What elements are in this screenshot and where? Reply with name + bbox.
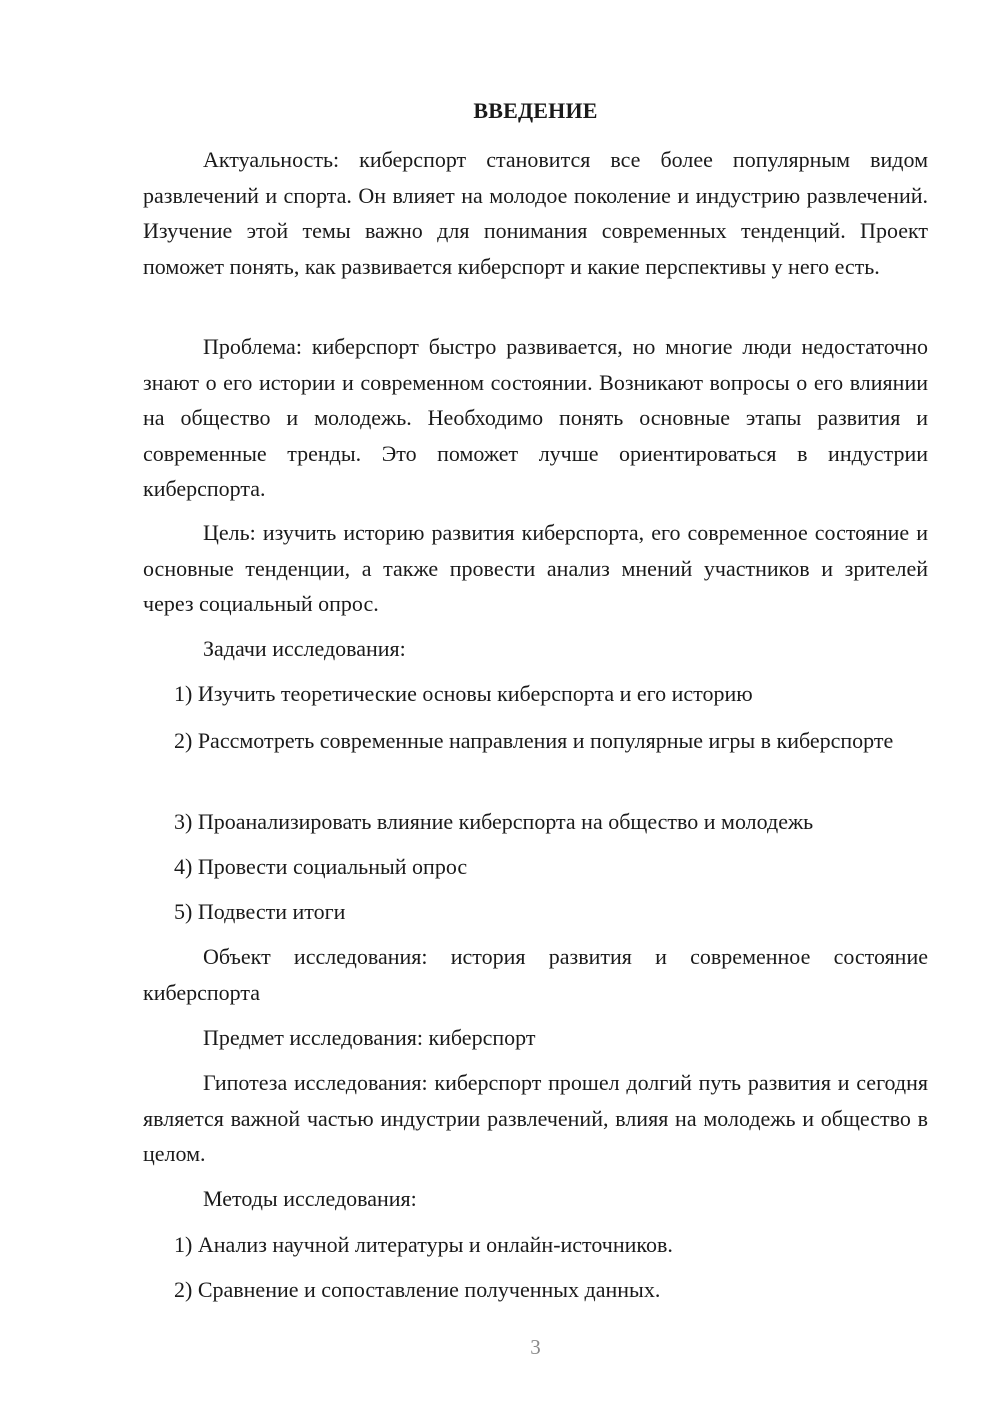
page-number: 3 — [530, 1335, 541, 1359]
paragraph-relevance: Актуальность: киберспорт становится все более популярным видом развлечений и спорта. Он влияет на молодое поколение и индустрию развлечений. Изучение этой темы важно для понимания современных тенденций. Проект поможет понять, как развивается киберспорт и какие перспективы у него есть. — [143, 147, 928, 279]
method-item-2: 2) Сравнение и сопоставление полученных данных. — [174, 1277, 661, 1302]
document-page — [143, 0, 928, 1414]
paragraph-goal: Цель: изучить историю развития киберспорта, его современное состояние и основные тенденции, а также провести анализ мнений участников и зрителей через социальный опрос. — [143, 520, 928, 616]
task-item-1: 1) Изучить теоретические основы киберспорта и его историю — [174, 681, 753, 706]
task-item-2: 2) Рассмотреть современные направления и популярные игры в киберспорте — [174, 728, 894, 753]
task-item-5: 5) Подвести итоги — [174, 899, 346, 924]
paragraph-problem: Проблема: киберспорт быстро развивается, но многие люди недостаточно знают о его истории и современном состоянии. Возникают вопросы о его влиянии на общество и молодежь. Необходимо понять основные этапы развития и современные тренды. Это поможет лучше ориентироваться в индустрии киберспорта. — [143, 334, 928, 501]
method-item-1: 1) Анализ научной литературы и онлайн-источников. — [174, 1232, 673, 1257]
methods-heading: Методы исследования: — [203, 1186, 417, 1211]
paragraph-subject: Предмет исследования: киберспорт — [203, 1025, 536, 1050]
tasks-heading: Задачи исследования: — [203, 636, 406, 661]
task-item-4: 4) Провести социальный опрос — [174, 854, 468, 879]
paragraph-object: Объект исследования: история развития и современное состояние киберспорта — [143, 944, 928, 1005]
paragraph-hypothesis: Гипотеза исследования: киберспорт прошел долгий путь развития и сегодня является важной частью индустрии развлечений, влияя на молодежь и общество в целом. — [143, 1070, 928, 1166]
page-title: ВВЕДЕНИЕ — [473, 98, 598, 123]
task-item-3: 3) Проанализировать влияние киберспорта на общество и молодежь — [174, 809, 814, 834]
